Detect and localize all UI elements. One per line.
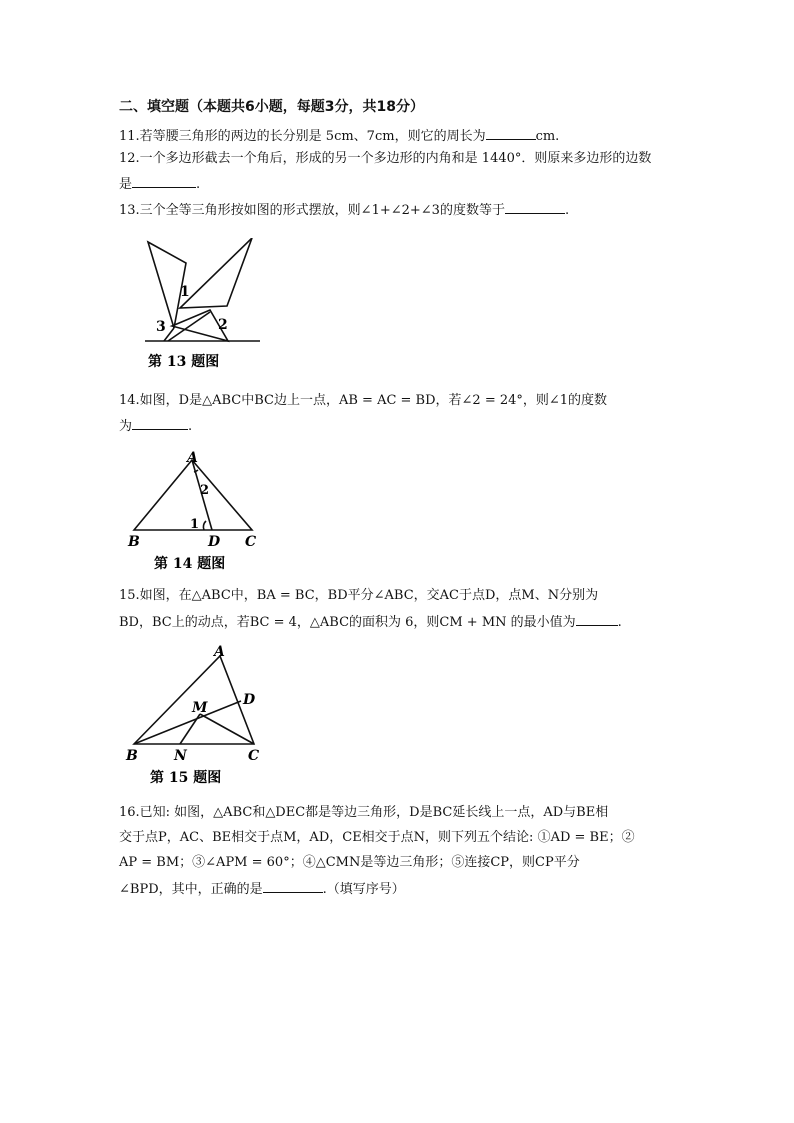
fig13-label-2: 2	[218, 317, 228, 333]
q13-end: .	[564, 203, 570, 218]
fig14-caption: 第 14 题图	[154, 556, 226, 572]
q12-text: 是	[119, 177, 133, 192]
section-title: 二、填空题（本题共6小题，每题3分，共18分）	[119, 99, 424, 115]
q14-end: .	[188, 419, 193, 434]
figure-13	[140, 238, 290, 373]
question-16-line-2: 交于点P，AC、BE相交于点M，AD，CE相交于点N，则下列五个结论: ①AD = BE；②	[119, 830, 635, 845]
q15-answer-blank[interactable]	[576, 612, 618, 626]
fig14-angle-1: 1	[190, 517, 200, 532]
q11-answer-blank[interactable]	[486, 126, 536, 140]
fig13-caption: 第 13 题图	[148, 354, 220, 370]
q12-end: .	[196, 177, 201, 192]
q14-answer-blank[interactable]	[132, 416, 188, 430]
fig15-label-c: C	[248, 748, 260, 764]
fig14-angle-2: 2	[200, 483, 210, 498]
fig14-label-a: A	[187, 450, 198, 466]
q11-unit: cm.	[535, 129, 560, 144]
question-12-line-2	[119, 174, 200, 194]
question-16-line-3: AP = BM；③∠APM = 60°；④△CMN是等边三角形；⑤连接CP，则CP平分	[119, 855, 580, 870]
question-14-line-1: 14.如图，D是△ABC中BC边上一点，AB = AC = BD，若∠2 = 24°，则∠1的度数	[119, 393, 608, 408]
fig15-label-n: N	[174, 748, 187, 764]
figure-15	[122, 644, 272, 789]
fig15-label-a: A	[214, 644, 225, 660]
q15-text: BD，BC上的动点，若BC = 4，△ABC的面积为 6，则CM + MN 的最小值为	[119, 615, 576, 630]
q14-text: 为	[119, 419, 133, 434]
fig15-caption: 第 15 题图	[150, 770, 222, 786]
question-13	[119, 200, 569, 220]
q13-answer-blank[interactable]	[505, 200, 565, 214]
question-11	[119, 126, 559, 146]
q16-text: ∠BPD，其中，正确的是	[119, 882, 263, 897]
question-12-line-1: 12.一个多边形截去一个角后，形成的另一个多边形的内角和是 1440°．则原来多边形的边数	[119, 151, 652, 166]
fig14-label-b: B	[128, 534, 140, 550]
q16-end: .（填写序号）	[322, 882, 405, 897]
fig13-label-1: 1	[180, 284, 190, 300]
question-16-line-4	[119, 879, 405, 899]
fig15-label-d: D	[243, 692, 256, 708]
question-16-line-1: 16.已知: 如图，△ABC和△DEC都是等边三角形，D是BC延长线上一点，AD与BE相	[119, 805, 609, 820]
q15-end: .	[617, 615, 622, 630]
q12-answer-blank[interactable]	[132, 174, 196, 188]
fig13-label-3: 3	[156, 319, 166, 335]
q13-text: 13.三个全等三角形按如图的形式摆放，则∠1+∠2+∠3的度数等于	[119, 203, 505, 218]
question-14-line-2	[119, 416, 192, 436]
fig15-label-b: B	[126, 748, 138, 764]
question-15-line-2	[119, 612, 622, 632]
q11-text: 11.若等腰三角形的两边的长分别是 5cm、7cm，则它的周长为	[119, 129, 486, 144]
fig14-label-d: D	[208, 534, 221, 550]
fig14-label-c: C	[245, 534, 257, 550]
figure-14	[124, 448, 264, 573]
fig15-label-m: M	[192, 700, 208, 716]
q16-answer-blank[interactable]	[263, 879, 323, 893]
question-15-line-1: 15.如图，在△ABC中，BA = BC，BD平分∠ABC，交AC于点D，点M、N分别为	[119, 588, 599, 603]
